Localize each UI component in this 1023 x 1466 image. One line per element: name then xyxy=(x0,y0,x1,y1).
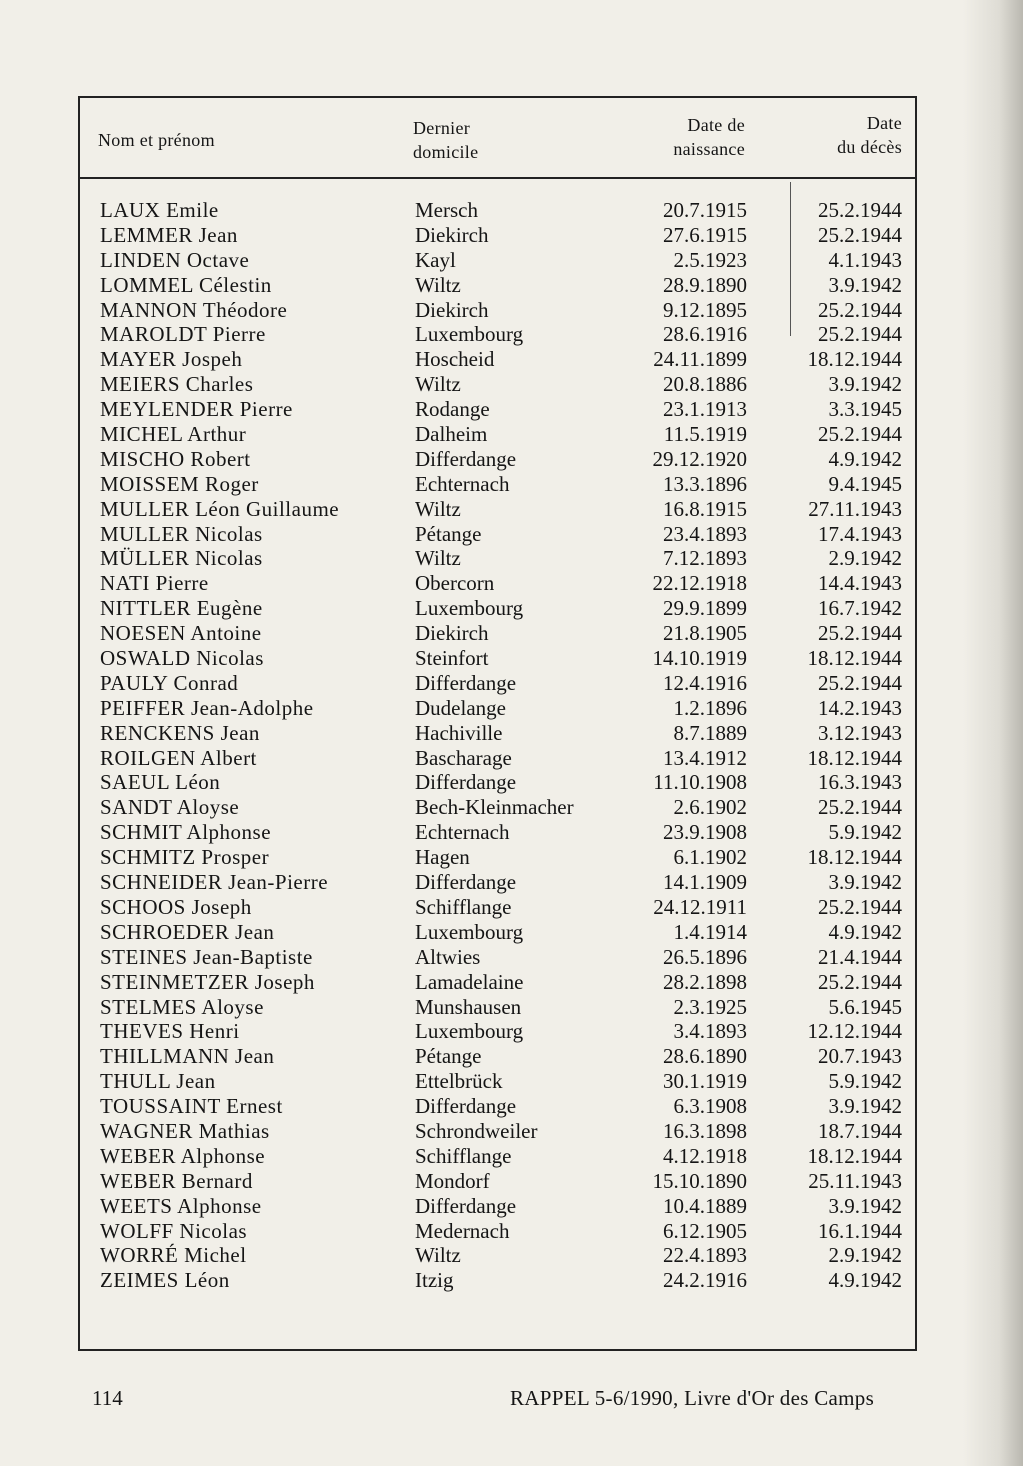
row-name: WAGNER Mathias xyxy=(100,1118,270,1143)
table-row xyxy=(80,746,915,771)
row-death-date: 5.9.1942 xyxy=(828,820,902,845)
row-birth-date: 10.4.1889 xyxy=(663,1193,747,1218)
table-row xyxy=(80,522,915,547)
row-death-date: 16.3.1943 xyxy=(818,770,902,795)
row-birth-date: 3.4.1893 xyxy=(673,1019,747,1044)
row-birth-date: 16.8.1915 xyxy=(663,496,747,521)
header-birth-line2: naissance xyxy=(673,139,745,159)
row-name: THILLMANN Jean xyxy=(100,1044,275,1069)
row-name: MISCHO Robert xyxy=(100,446,251,471)
row-birth-date: 6.12.1905 xyxy=(663,1218,747,1243)
row-name: LOMMEL Célestin xyxy=(100,272,272,297)
table-row xyxy=(80,447,915,472)
row-birth-date: 15.10.1890 xyxy=(652,1168,747,1193)
row-birth-date: 4.12.1918 xyxy=(663,1143,747,1168)
row-domicile: Luxembourg xyxy=(415,1019,524,1044)
row-death-date: 4.9.1942 xyxy=(828,919,902,944)
row-name: WEETS Alphonse xyxy=(100,1193,262,1218)
row-death-date: 20.7.1943 xyxy=(818,1044,902,1069)
row-name: SCHNEIDER Jean-Pierre xyxy=(100,870,329,895)
table-row xyxy=(80,995,915,1020)
row-death-date: 25.2.1944 xyxy=(818,322,902,347)
table-row xyxy=(80,322,915,347)
row-name: PAULY Conrad xyxy=(100,670,239,695)
row-death-date: 3.3.1945 xyxy=(828,397,902,422)
table-row xyxy=(80,845,915,870)
header-death-line1: Date xyxy=(866,113,902,133)
row-death-date: 16.7.1942 xyxy=(818,596,902,621)
row-birth-date: 22.4.1893 xyxy=(663,1243,747,1268)
table-row xyxy=(80,1169,915,1194)
row-name: STEINMETZER Joseph xyxy=(100,969,315,994)
row-domicile: Differdange xyxy=(415,446,517,471)
row-death-date: 18.12.1944 xyxy=(807,845,902,870)
header-domicile-line2: domicile xyxy=(413,142,479,162)
row-name: PEIFFER Jean-Adolphe xyxy=(100,695,314,720)
row-death-date: 3.12.1943 xyxy=(818,720,902,745)
row-name: NITTLER Eugène xyxy=(100,596,263,621)
row-birth-date: 11.10.1908 xyxy=(653,770,747,795)
row-death-date: 27.11.1943 xyxy=(808,496,902,521)
row-name: MAROLDT Pierre xyxy=(100,322,266,347)
row-name: MANNON Théodore xyxy=(100,297,288,322)
row-name: SANDT Aloyse xyxy=(100,795,240,820)
row-domicile: Bascharage xyxy=(415,745,512,770)
row-domicile: Bech-Kleinmacher xyxy=(415,795,574,820)
row-name: ZEIMES Léon xyxy=(100,1268,230,1293)
row-domicile: Luxembourg xyxy=(415,322,524,347)
row-name: MEIERS Charles xyxy=(100,372,254,397)
row-domicile: Echternach xyxy=(415,471,510,496)
row-death-date: 12.12.1944 xyxy=(807,1019,902,1044)
row-death-date: 18.7.1944 xyxy=(818,1118,902,1143)
row-domicile: Mersch xyxy=(415,198,478,222)
row-name: STEINES Jean-Baptiste xyxy=(100,944,313,969)
row-birth-date: 22.12.1918 xyxy=(652,571,747,596)
table-row xyxy=(80,895,915,920)
row-name: MÜLLER Nicolas xyxy=(100,546,263,571)
row-death-date: 16.1.1944 xyxy=(818,1218,902,1243)
row-birth-date: 2.3.1925 xyxy=(673,994,747,1019)
row-domicile: Wiltz xyxy=(415,1243,461,1268)
row-birth-date: 23.1.1913 xyxy=(663,397,747,422)
row-domicile: Diekirch xyxy=(415,297,489,322)
row-birth-date: 24.11.1899 xyxy=(653,347,747,372)
header-name: Nom et prénom xyxy=(98,130,215,150)
header-domicile xyxy=(413,116,478,164)
row-name: SCHOOS Joseph xyxy=(100,894,252,919)
row-death-date: 25.2.1944 xyxy=(818,969,902,994)
row-birth-date: 29.12.1920 xyxy=(652,446,747,471)
header-birth-line1: Date de xyxy=(687,115,745,135)
row-birth-date: 23.9.1908 xyxy=(663,820,747,845)
row-name: RENCKENS Jean xyxy=(100,720,260,745)
row-death-date: 25.2.1944 xyxy=(818,621,902,646)
row-death-date: 5.9.1942 xyxy=(828,1069,902,1094)
table-row xyxy=(80,621,915,646)
row-death-date: 25.2.1944 xyxy=(818,670,902,695)
row-death-date: 3.9.1942 xyxy=(828,1094,902,1119)
row-domicile: Differdange xyxy=(415,670,517,695)
row-domicile: Schifflange xyxy=(415,1143,512,1168)
row-birth-date: 29.9.1899 xyxy=(663,596,747,621)
page-number: 114 xyxy=(92,1386,123,1410)
row-domicile: Lamadelaine xyxy=(415,969,524,994)
table-row xyxy=(80,646,915,671)
row-domicile: Hoscheid xyxy=(415,347,495,372)
row-death-date: 18.12.1944 xyxy=(807,347,902,372)
row-death-date: 3.9.1942 xyxy=(828,870,902,895)
row-domicile: Kayl xyxy=(415,247,456,272)
header-death-date xyxy=(810,111,902,159)
row-death-date: 25.2.1944 xyxy=(818,222,902,247)
row-death-date: 4.9.1942 xyxy=(828,446,902,471)
row-domicile: Itzig xyxy=(415,1268,454,1293)
row-domicile: Mondorf xyxy=(415,1168,490,1193)
table-row xyxy=(80,248,915,273)
row-birth-date: 13.4.1912 xyxy=(663,745,747,770)
row-name: WEBER Alphonse xyxy=(100,1143,266,1168)
table-row xyxy=(80,1044,915,1069)
table-row xyxy=(80,1219,915,1244)
table-row xyxy=(80,273,915,298)
row-death-date: 3.9.1942 xyxy=(828,272,902,297)
table-row xyxy=(80,472,915,497)
row-birth-date: 30.1.1919 xyxy=(663,1069,747,1094)
row-name: WEBER Bernard xyxy=(100,1168,253,1193)
row-birth-date: 26.5.1896 xyxy=(663,944,747,969)
table-row xyxy=(80,1144,915,1169)
table-row xyxy=(80,198,915,223)
row-birth-date: 28.6.1916 xyxy=(663,322,747,347)
row-domicile: Hagen xyxy=(415,845,470,870)
row-name: MULLER Léon Guillaume xyxy=(100,496,340,521)
row-name: WOLFF Nicolas xyxy=(100,1218,248,1243)
row-domicile: Hachiville xyxy=(415,720,503,745)
table-row xyxy=(80,422,915,447)
row-name: SCHMITZ Prosper xyxy=(100,845,270,870)
table-row xyxy=(80,1119,915,1144)
row-birth-date: 23.4.1893 xyxy=(663,521,747,546)
row-birth-date: 24.2.1916 xyxy=(663,1268,747,1293)
table-row xyxy=(80,1268,915,1293)
table-row xyxy=(80,347,915,372)
row-death-date: 17.4.1943 xyxy=(818,521,902,546)
row-name: LINDEN Octave xyxy=(100,247,250,272)
row-domicile: Altwies xyxy=(415,944,481,969)
row-death-date: 25.2.1944 xyxy=(818,894,902,919)
row-domicile: Pétange xyxy=(415,521,482,546)
row-birth-date: 14.10.1919 xyxy=(652,646,747,671)
row-name: NATI Pierre xyxy=(100,571,209,596)
row-name: OSWALD Nicolas xyxy=(100,646,264,671)
row-domicile: Differdange xyxy=(415,870,517,895)
row-death-date: 18.12.1944 xyxy=(807,1143,902,1168)
table-row xyxy=(80,497,915,522)
table-body xyxy=(80,198,915,1293)
page-edge-shadow xyxy=(963,0,1023,1466)
row-name: SAEUL Léon xyxy=(100,770,221,795)
row-domicile: Wiltz xyxy=(415,272,461,297)
table-row xyxy=(80,397,915,422)
row-death-date: 2.9.1942 xyxy=(828,1243,902,1268)
table-row xyxy=(80,920,915,945)
row-death-date: 25.2.1944 xyxy=(818,198,902,222)
row-birth-date: 16.3.1898 xyxy=(663,1118,747,1143)
row-domicile: Differdange xyxy=(415,1193,517,1218)
row-name: STELMES Aloyse xyxy=(100,994,264,1019)
table-row xyxy=(80,945,915,970)
table-row xyxy=(80,223,915,248)
row-birth-date: 9.12.1895 xyxy=(663,297,747,322)
row-death-date: 25.2.1944 xyxy=(818,795,902,820)
row-death-date: 14.2.1943 xyxy=(818,695,902,720)
row-name: SCHROEDER Jean xyxy=(100,919,275,944)
row-birth-date: 11.5.1919 xyxy=(663,422,747,447)
row-death-date: 18.12.1944 xyxy=(807,646,902,671)
row-death-date: 14.4.1943 xyxy=(818,571,902,596)
row-domicile: Wiltz xyxy=(415,546,461,571)
table-row xyxy=(80,696,915,721)
row-birth-date: 21.8.1905 xyxy=(663,621,747,646)
table-row xyxy=(80,795,915,820)
row-name: LEMMER Jean xyxy=(100,222,238,247)
row-name: ROILGEN Albert xyxy=(100,745,257,770)
table-row xyxy=(80,298,915,323)
row-name: MEYLENDER Pierre xyxy=(100,397,293,422)
row-domicile: Luxembourg xyxy=(415,919,524,944)
table-row xyxy=(80,970,915,995)
row-birth-date: 28.6.1890 xyxy=(663,1044,747,1069)
row-birth-date: 6.3.1908 xyxy=(673,1094,747,1119)
row-birth-date: 1.4.1914 xyxy=(673,919,747,944)
row-name: MULLER Nicolas xyxy=(100,521,263,546)
row-name: TOUSSAINT Ernest xyxy=(100,1094,283,1119)
row-domicile: Differdange xyxy=(415,1094,517,1119)
header-death-line2: du décès xyxy=(837,137,902,157)
row-birth-date: 13.3.1896 xyxy=(663,471,747,496)
table-row xyxy=(80,546,915,571)
table-row xyxy=(80,1094,915,1119)
table-row xyxy=(80,372,915,397)
row-birth-date: 28.2.1898 xyxy=(663,969,747,994)
row-name: LAUX Emile xyxy=(100,198,219,222)
row-birth-date: 2.5.1923 xyxy=(673,247,747,272)
row-birth-date: 14.1.1909 xyxy=(663,870,747,895)
table-row xyxy=(80,870,915,895)
row-birth-date: 8.7.1889 xyxy=(673,720,747,745)
row-death-date: 9.4.1945 xyxy=(828,471,902,496)
table-row xyxy=(80,770,915,795)
row-death-date: 25.2.1944 xyxy=(818,422,902,447)
row-death-date: 5.6.1945 xyxy=(828,994,902,1019)
row-domicile: Ettelbrück xyxy=(415,1069,503,1094)
row-death-date: 25.11.1943 xyxy=(808,1168,902,1193)
row-domicile: Schifflange xyxy=(415,894,512,919)
row-name: WORRÉ Michel xyxy=(100,1243,247,1268)
row-domicile: Differdange xyxy=(415,770,517,795)
row-name: THULL Jean xyxy=(100,1069,216,1094)
row-death-date: 3.9.1942 xyxy=(828,372,902,397)
table-row xyxy=(80,1069,915,1094)
row-death-date: 21.4.1944 xyxy=(818,944,902,969)
table-row xyxy=(80,596,915,621)
header-domicile-line1: Dernier xyxy=(413,118,471,138)
row-death-date: 4.9.1942 xyxy=(828,1268,902,1293)
table-row xyxy=(80,571,915,596)
row-domicile: Steinfort xyxy=(415,646,489,671)
table-row xyxy=(80,721,915,746)
row-birth-date: 20.8.1886 xyxy=(663,372,747,397)
row-domicile: Medernach xyxy=(415,1218,510,1243)
row-domicile: Munshausen xyxy=(415,994,522,1019)
table-row xyxy=(80,1194,915,1219)
row-birth-date: 20.7.1915 xyxy=(663,198,747,222)
table-row xyxy=(80,671,915,696)
row-birth-date: 27.6.1915 xyxy=(663,222,747,247)
row-domicile: Echternach xyxy=(415,820,510,845)
row-name: SCHMIT Alphonse xyxy=(100,820,272,845)
row-domicile: Schrondweiler xyxy=(415,1118,538,1143)
memorial-table xyxy=(78,96,917,1351)
table-row xyxy=(80,820,915,845)
row-birth-date: 2.6.1902 xyxy=(673,795,747,820)
row-domicile: Wiltz xyxy=(415,372,461,397)
row-name: NOESEN Antoine xyxy=(100,621,262,646)
row-birth-date: 28.9.1890 xyxy=(663,272,747,297)
row-domicile: Diekirch xyxy=(415,222,489,247)
row-domicile: Rodange xyxy=(415,397,490,422)
row-domicile: Wiltz xyxy=(415,496,461,521)
row-name: THEVES Henri xyxy=(100,1019,240,1044)
row-birth-date: 6.1.1902 xyxy=(673,845,747,870)
row-death-date: 3.9.1942 xyxy=(828,1193,902,1218)
row-domicile: Dalheim xyxy=(415,422,488,447)
row-domicile: Pétange xyxy=(415,1044,482,1069)
publication-title: RAPPEL 5-6/1990, Livre d'Or des Camps xyxy=(510,1386,875,1410)
table-row xyxy=(80,1243,915,1268)
row-domicile: Luxembourg xyxy=(415,596,524,621)
table-header xyxy=(80,98,915,179)
row-birth-date: 12.4.1916 xyxy=(663,670,747,695)
row-death-date: 18.12.1944 xyxy=(807,745,902,770)
row-domicile: Obercorn xyxy=(415,571,495,596)
row-birth-date: 24.12.1911 xyxy=(653,894,747,919)
row-death-date: 2.9.1942 xyxy=(828,546,902,571)
row-domicile: Diekirch xyxy=(415,621,489,646)
row-domicile: Dudelange xyxy=(415,695,506,720)
row-name: MICHEL Arthur xyxy=(100,422,247,447)
row-name: MAYER Jospeh xyxy=(100,347,243,372)
row-birth-date: 1.2.1896 xyxy=(673,695,747,720)
row-name: MOISSEM Roger xyxy=(100,471,259,496)
row-death-date: 4.1.1943 xyxy=(828,247,902,272)
row-birth-date: 7.12.1893 xyxy=(663,546,747,571)
header-birth-date xyxy=(660,113,745,161)
row-death-date: 25.2.1944 xyxy=(818,297,902,322)
table-row xyxy=(80,1019,915,1044)
